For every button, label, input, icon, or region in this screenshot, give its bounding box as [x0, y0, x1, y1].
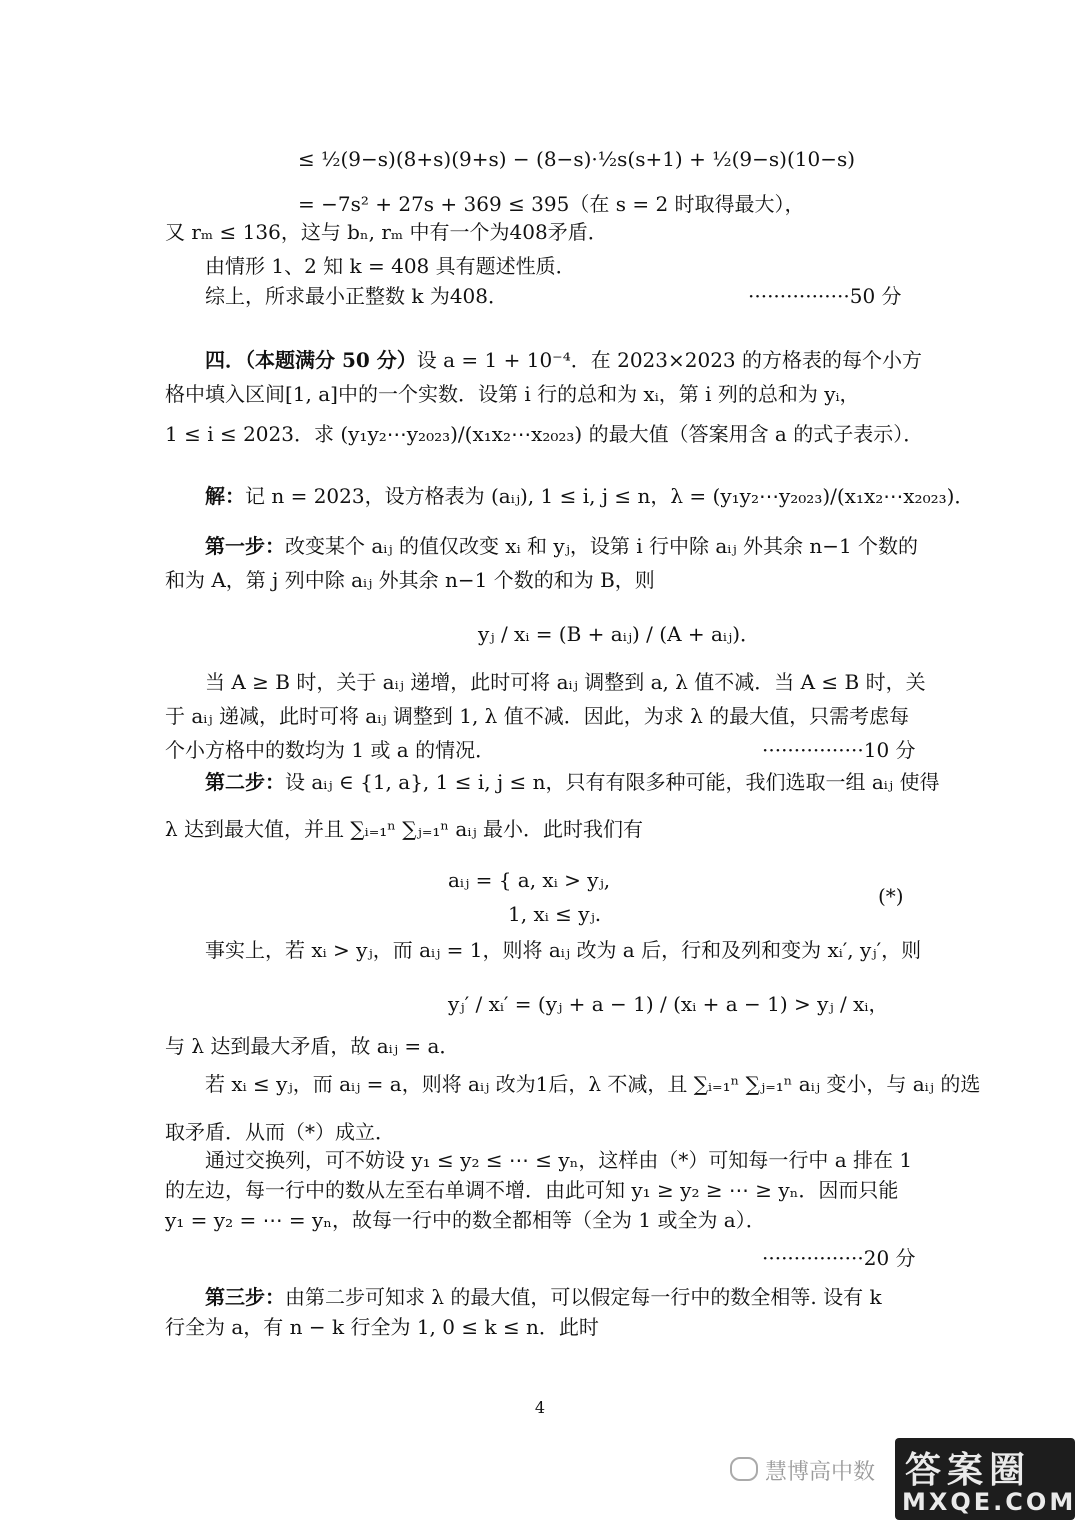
text-line: λ 达到最大值，并且 ∑ᵢ₌₁ⁿ ∑ⱼ₌₁ⁿ aᵢⱼ 最小．此时我们有: [165, 817, 644, 841]
text-line: 当 A ≥ B 时，关于 aᵢⱼ 递增，此时可将 aᵢⱼ 调整到 a, λ 值不减．当 A ≤ B 时，关: [205, 670, 926, 694]
step-2-label: 第二步：: [205, 770, 285, 794]
step-3-line: [205, 1283, 882, 1311]
text-line: 取矛盾．从而（*）成立．: [165, 1120, 395, 1144]
inequality-line-2: = −7s² + 27s + 369 ≤ 395（在 s = 2 时取得最大），: [298, 192, 805, 216]
equation-tag: (*): [878, 884, 904, 908]
text-line: 于 aᵢⱼ 递减，此时可将 aᵢⱼ 调整到 1, λ 值不减．因此，为求 λ 的最大值，只需考虑每: [165, 704, 910, 728]
text-line: 又 rₘ ≤ 136，这与 bₙ, rₘ 中有一个为408矛盾．: [165, 220, 608, 244]
step-2-text: 设 aᵢⱼ ∈ {1, a}, 1 ≤ i, j ≤ n，只有有限多种可能，我们选取一组 aᵢⱼ 使得: [285, 770, 940, 794]
text-line: 与 λ 达到最大矛盾，故 aᵢⱼ = a．: [165, 1034, 460, 1058]
text-line: 若 xᵢ ≤ yⱼ，而 aᵢⱼ = a，则将 aᵢⱼ 改为1后，λ 不减，且 ∑ᵢ₌₁ⁿ ∑ⱼ₌₁ⁿ aᵢⱼ 变小，与 aᵢⱼ 的选: [205, 1072, 981, 1096]
equation-3: yⱼ′ / xᵢ′ = (yⱼ + a − 1) / (xᵢ + a − 1) > yⱼ / xᵢ，: [448, 992, 889, 1016]
text-line: y₁ = y₂ = ⋯ = yₙ，故每一行中的数全都相等（全为 1 或全为 a）．: [165, 1208, 766, 1232]
text-line: 个小方格中的数均为 1 或 a 的情况．: [165, 738, 496, 762]
text-line: 的左边，每一行中的数从左至右单调不增．由此可知 y₁ ≥ y₂ ≥ ⋯ ≥ yₙ．因而只能: [165, 1178, 899, 1202]
wechat-icon: [730, 1457, 758, 1481]
solution-text: 记 n = 2023，设方格表为 (aᵢⱼ), 1 ≤ i, j ≤ n，λ = (y₁y₂⋯y₂₀₂₃)/(x₁x₂⋯x₂₀₂₃)．: [245, 484, 975, 508]
inequality-line-1: ≤ ½(9−s)(8+s)(9+s) − (8−s)·½s(s+1) + ½(9−s)(10−s): [298, 147, 856, 171]
equation-2-case-2: 1, xᵢ ≤ yⱼ.: [508, 902, 602, 926]
text-line: 和为 A，第 j 列中除 aᵢⱼ 外其余 n−1 个数的和为 B，则: [165, 568, 655, 592]
equation-1: yⱼ / xᵢ = (B + aᵢⱼ) / (A + aᵢⱼ)．: [478, 622, 761, 646]
problem-statement: [205, 346, 922, 374]
problem-text: 设 a = 1 + 10⁻⁴．在 2023×2023 的方格表的每个小方: [416, 348, 923, 372]
step-3-label: 第三步：: [205, 1285, 285, 1309]
page-number: 4: [534, 1398, 546, 1417]
text-line: 格中填入区间[1, a]中的一个实数．设第 i 行的总和为 xᵢ，第 i 列的总和为 yᵢ，: [165, 382, 860, 406]
step-2-line: [205, 768, 939, 796]
watermark-logo-url: MXQE.COM: [902, 1488, 1077, 1516]
step-1-text: 改变某个 aᵢⱼ 的值仅改变 xᵢ 和 yⱼ，设第 i 行中除 aᵢⱼ 外其余 n−1 个数的: [285, 534, 919, 558]
watermark-logo-title: 答案圈: [905, 1450, 1032, 1491]
watermark-account: 慧博高中数: [765, 1460, 876, 1485]
text-line: 行全为 a，有 n − k 行全为 1, 0 ≤ k ≤ n．此时: [165, 1315, 599, 1339]
text-line: 通过交换列，可不妨设 y₁ ≤ y₂ ≤ ⋯ ≤ yₙ，这样由（*）可知每一行中 a 排在 1: [205, 1148, 913, 1172]
text-line: 由情形 1、2 知 k = 408 具有题述性质．: [205, 254, 576, 278]
text-line: 事实上，若 xᵢ > yⱼ，而 aᵢⱼ = 1，则将 aᵢⱼ 改为 a 后，行和及列和变为 xᵢ′, yⱼ′，则: [205, 938, 922, 962]
solution-label: 解：: [205, 484, 245, 508]
equation-2-case-1: aᵢⱼ = { a, xᵢ > yⱼ,: [448, 868, 611, 892]
problem-title: 四．（本题满分 50 分）: [205, 348, 417, 372]
score-marker: ················50 分: [748, 284, 902, 308]
step-1-label: 第一步：: [205, 534, 285, 558]
text-line: 综上，所求最小正整数 k 为408．: [205, 284, 509, 308]
score-marker: ················10 分: [762, 738, 916, 762]
text-line: 1 ≤ i ≤ 2023．求 (y₁y₂⋯y₂₀₂₃)/(x₁x₂⋯x₂₀₂₃) 的最大值（答案用含 a 的式子表示）．: [165, 422, 924, 446]
step-1-line: [205, 532, 918, 560]
score-marker: ················20 分: [762, 1246, 916, 1270]
solution-line: [205, 482, 974, 510]
step-3-text: 由第二步可知求 λ 的最大值，可以假定每一行中的数全相等. 设有 k: [285, 1285, 882, 1309]
